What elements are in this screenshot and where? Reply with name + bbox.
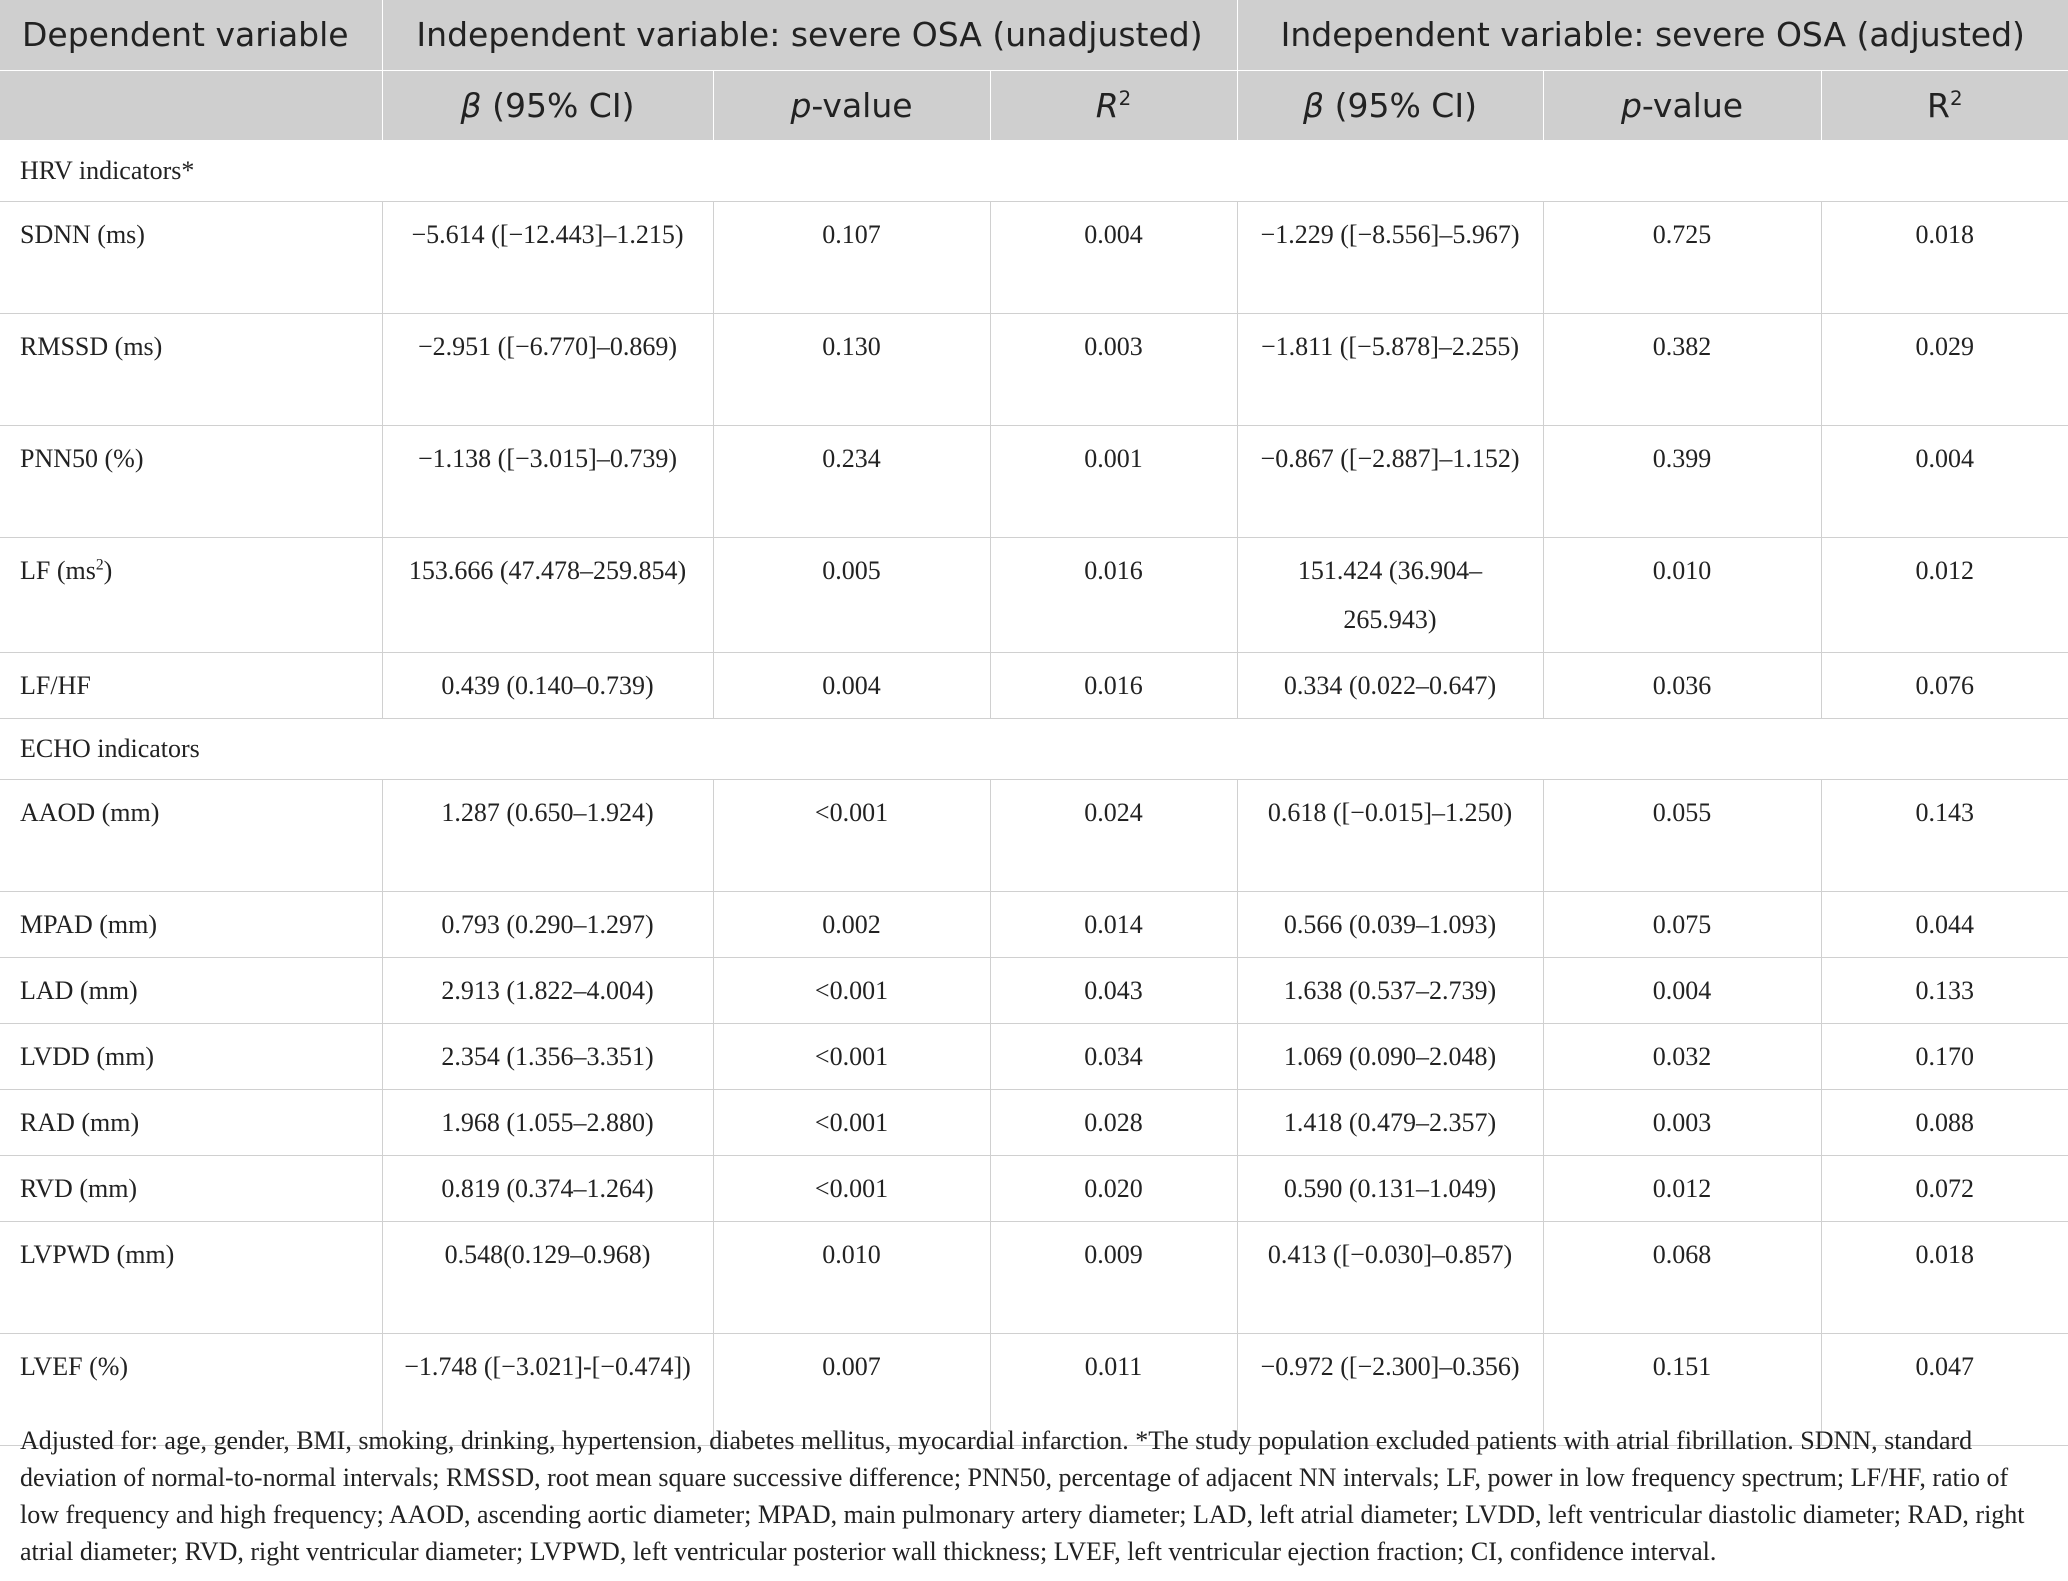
p-adjusted: 0.003 (1543, 1089, 1821, 1155)
beta-ci-header-adjusted (1237, 70, 1543, 140)
beta-adjusted: 1.069 (0.090–2.048) (1237, 1023, 1543, 1089)
r2-adjusted: 0.088 (1821, 1089, 2068, 1155)
r2-unadjusted: 0.014 (990, 891, 1237, 957)
beta-unadjusted: 153.666 (47.478–259.854) (382, 537, 713, 652)
variable-name: LF/HF (0, 652, 382, 718)
variable-name: RVD (mm) (0, 1155, 382, 1221)
table-row (0, 201, 2068, 313)
p-value-label: -value (811, 85, 913, 125)
variable-name: PNN50 (%) (0, 425, 382, 537)
variable-name: AAOD (mm) (0, 779, 382, 891)
r2-adjusted: 0.029 (1821, 313, 2068, 425)
p-unadjusted: <0.001 (713, 1023, 990, 1089)
p-value-header-unadjusted (713, 70, 990, 140)
p-adjusted: 0.151 (1543, 1333, 1821, 1445)
table-footnote: Adjusted for: age, gender, BMI, smoking, drinking, hypertension, diabetes mellitus, myocardial infarction. *The study population excluded patients with atrial fibrillation. SDNN, standard deviation of normal-to-normal intervals; RMSSD, root mean square successive difference; PNN50, percentage of adjacent NN intervals; LF, power in low frequency spectrum; LF/HF, ratio of low frequency and high frequency; AAOD, ascending aortic diameter; MPAD, main pulmonary artery diameter; LAD, left atrial diameter; LVDD, left ventricular diastolic diameter; RAD, right atrial diameter; RVD, right ventricular diameter; LVPWD, left ventricular posterior wall thickness; LVEF, left ventricular ejection fraction; CI, confidence interval. (20, 1426, 2025, 1566)
beta-unadjusted: 0.439 (0.140–0.739) (382, 652, 713, 718)
beta-unadjusted: 1.287 (0.650–1.924) (382, 779, 713, 891)
r2-unadjusted: 0.009 (990, 1221, 1237, 1333)
variable-name: RMSSD (ms) (0, 313, 382, 425)
beta-adjusted: −0.972 ([−2.300]–0.356) (1237, 1333, 1543, 1445)
r2-unadjusted: 0.011 (990, 1333, 1237, 1445)
r-squared-header-unadjusted (990, 70, 1237, 140)
p-adjusted: 0.399 (1543, 425, 1821, 537)
beta-unadjusted: 0.793 (0.290–1.297) (382, 891, 713, 957)
p-adjusted: 0.382 (1543, 313, 1821, 425)
table-row (0, 313, 2068, 425)
beta-unadjusted: −1.138 ([−3.015]–0.739) (382, 425, 713, 537)
r2-adjusted: 0.076 (1821, 652, 2068, 718)
variable-name: MPAD (mm) (0, 891, 382, 957)
r2-adjusted: 0.012 (1821, 537, 2068, 652)
r2-adjusted: 0.133 (1821, 957, 2068, 1023)
r2-adjusted: 0.170 (1821, 1023, 2068, 1089)
variable-name: SDNN (ms) (0, 201, 382, 313)
r2-unadjusted: 0.028 (990, 1089, 1237, 1155)
p-symbol: p (790, 85, 812, 125)
variable-name-exponent: 2 (95, 555, 104, 573)
header-row-2 (0, 70, 2068, 140)
beta-adjusted: 0.566 (0.039–1.093) (1237, 891, 1543, 957)
beta-adjusted: −1.811 ([−5.878]–2.255) (1237, 313, 1543, 425)
header-row-1 (0, 0, 2068, 70)
beta-unadjusted: 1.968 (1.055–2.880) (382, 1089, 713, 1155)
p-adjusted: 0.032 (1543, 1023, 1821, 1089)
r-squared-exponent: 2 (1118, 86, 1132, 110)
variable-name: LVDD (mm) (0, 1023, 382, 1089)
r2-unadjusted: 0.004 (990, 201, 1237, 313)
beta-adjusted: 0.334 (0.022–0.647) (1237, 652, 1543, 718)
table-row (0, 957, 2068, 1023)
p-unadjusted: <0.001 (713, 1089, 990, 1155)
beta-unadjusted: 0.819 (0.374–1.264) (382, 1155, 713, 1221)
p-adjusted: 0.036 (1543, 652, 1821, 718)
r-squared-exponent: 2 (1949, 86, 1963, 110)
p-unadjusted: 0.002 (713, 891, 990, 957)
r2-adjusted: 0.004 (1821, 425, 2068, 537)
table-row (0, 1155, 2068, 1221)
p-value-label: -value (1641, 85, 1744, 125)
p-unadjusted: 0.010 (713, 1221, 990, 1333)
table-row (0, 891, 2068, 957)
beta-symbol: β (460, 85, 482, 125)
table-row (0, 537, 2068, 652)
r-squared-header-adjusted (1821, 70, 2068, 140)
table-row (0, 1221, 2068, 1333)
r2-adjusted: 0.047 (1821, 1333, 2068, 1445)
r2-unadjusted: 0.001 (990, 425, 1237, 537)
table-row (0, 1023, 2068, 1089)
r2-unadjusted: 0.020 (990, 1155, 1237, 1221)
p-unadjusted: 0.130 (713, 313, 990, 425)
variable-name: LVPWD (mm) (0, 1221, 382, 1333)
p-adjusted: 0.068 (1543, 1221, 1821, 1333)
table-row (0, 652, 2068, 718)
beta-adjusted: −0.867 ([−2.887]–1.152) (1237, 425, 1543, 537)
table-row (0, 425, 2068, 537)
p-adjusted: 0.075 (1543, 891, 1821, 957)
p-unadjusted: 0.007 (713, 1333, 990, 1445)
r2-adjusted: 0.044 (1821, 891, 2068, 957)
p-value-header-adjusted (1543, 70, 1821, 140)
section-label-echo: ECHO indicators (0, 718, 2068, 779)
beta-unadjusted: −5.614 ([−12.443]–1.215) (382, 201, 713, 313)
r2-unadjusted: 0.016 (990, 652, 1237, 718)
r-symbol: R (1095, 85, 1119, 125)
section-row-hrv (0, 140, 2068, 201)
beta-ci-label: (95% CI) (481, 85, 635, 125)
p-adjusted: 0.725 (1543, 201, 1821, 313)
r2-adjusted: 0.018 (1821, 1221, 2068, 1333)
r2-adjusted: 0.072 (1821, 1155, 2068, 1221)
beta-adjusted: 151.424 (36.904–265.943) (1237, 537, 1543, 652)
p-unadjusted: 0.234 (713, 425, 990, 537)
r2-unadjusted: 0.034 (990, 1023, 1237, 1089)
section-row-echo (0, 718, 2068, 779)
p-unadjusted: 0.005 (713, 537, 990, 652)
beta-adjusted: −1.229 ([−8.556]–5.967) (1237, 201, 1543, 313)
beta-ci-header-unadjusted (382, 70, 713, 140)
beta-adjusted: 0.590 (0.131–1.049) (1237, 1155, 1543, 1221)
r2-unadjusted: 0.043 (990, 957, 1237, 1023)
p-symbol: p (1620, 85, 1642, 125)
dependent-variable-header: Dependent variable (0, 0, 382, 70)
r2-adjusted: 0.018 (1821, 201, 2068, 313)
beta-ci-label: (95% CI) (1324, 85, 1477, 125)
table-row (0, 1089, 2068, 1155)
section-label-hrv: HRV indicators* (0, 140, 2068, 201)
p-adjusted: 0.010 (1543, 537, 1821, 652)
p-unadjusted: 0.004 (713, 652, 990, 718)
beta-adjusted: 1.418 (0.479–2.357) (1237, 1089, 1543, 1155)
beta-symbol: β (1303, 85, 1325, 125)
beta-unadjusted: 0.548(0.129–0.968) (382, 1221, 713, 1333)
variable-name: RAD (mm) (0, 1089, 382, 1155)
p-adjusted: 0.055 (1543, 779, 1821, 891)
r2-unadjusted: 0.016 (990, 537, 1237, 652)
beta-adjusted: 0.618 ([−0.015]–1.250) (1237, 779, 1543, 891)
p-adjusted: 0.012 (1543, 1155, 1821, 1221)
unadjusted-group-header: Independent variable: severe OSA (unadjusted) (382, 0, 1237, 70)
r-symbol: R (1927, 85, 1950, 125)
p-unadjusted: <0.001 (713, 779, 990, 891)
p-unadjusted: <0.001 (713, 957, 990, 1023)
beta-unadjusted: −2.951 ([−6.770]–0.869) (382, 313, 713, 425)
table-row (0, 779, 2068, 891)
beta-unadjusted: 2.354 (1.356–3.351) (382, 1023, 713, 1089)
header-blank-cell (0, 70, 382, 140)
r2-unadjusted: 0.003 (990, 313, 1237, 425)
p-unadjusted: <0.001 (713, 1155, 990, 1221)
r2-adjusted: 0.143 (1821, 779, 2068, 891)
beta-unadjusted: −1.748 ([−3.021]-[−0.474]) (382, 1333, 713, 1445)
variable-name: LVEF (%) (0, 1333, 382, 1445)
variable-name (0, 537, 382, 652)
beta-adjusted: 1.638 (0.537–2.739) (1237, 957, 1543, 1023)
variable-name-base: LF (ms (20, 555, 96, 585)
beta-unadjusted: 2.913 (1.822–4.004) (382, 957, 713, 1023)
adjusted-group-header: Independent variable: severe OSA (adjusted) (1237, 0, 2068, 70)
r2-unadjusted: 0.024 (990, 779, 1237, 891)
p-unadjusted: 0.107 (713, 201, 990, 313)
variable-name: LAD (mm) (0, 957, 382, 1023)
beta-adjusted: 0.413 ([−0.030]–0.857) (1237, 1221, 1543, 1333)
p-adjusted: 0.004 (1543, 957, 1821, 1023)
variable-name-end: ) (103, 555, 113, 585)
